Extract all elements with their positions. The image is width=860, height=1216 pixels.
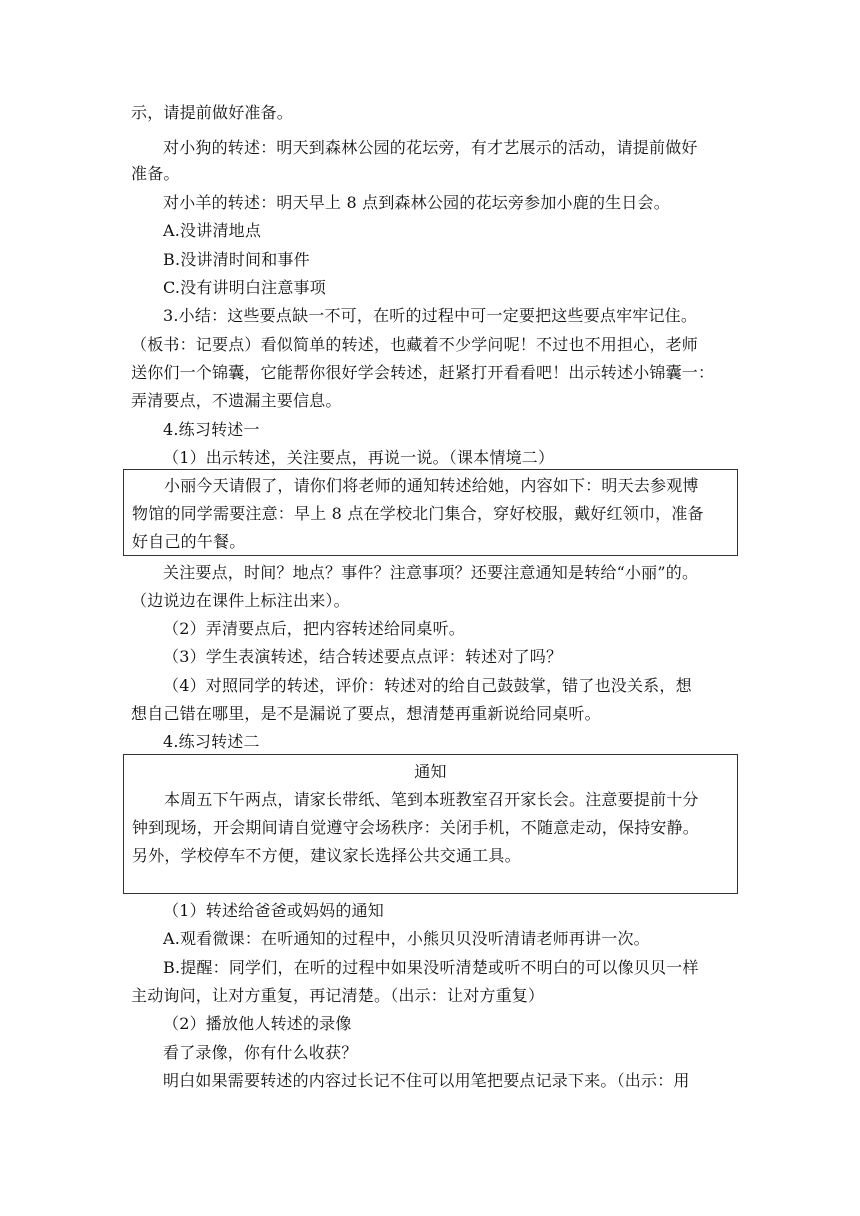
text-line: C.没有讲明白注意事项: [163, 278, 326, 297]
text-line: （3）学生表演转述，结合转述要点点评：转述对了吗？: [163, 647, 563, 666]
text-line: （2）弄清要点后，把内容转述给同桌听。: [163, 619, 465, 638]
text-line: （1）出示转述，关注要点，再说一说。（课本情境二）: [163, 448, 555, 467]
text-line: （板书：记要点）看似简单的转述，也藏着不少学问呢！不过也不用担心，老师: [131, 335, 699, 354]
text-line: 对小羊的转述：明天早上 8 点到森林公园的花坛旁参加小鹿的生日会。: [163, 193, 670, 212]
notice-line: 小丽今天请假了，请你们将老师的通知转述给她，内容如下：明天去参观博: [164, 476, 699, 495]
notice-line: 本周五下午两点，请家长带纸、笔到本班教室召开家长会。注意要提前十分: [164, 790, 699, 809]
notice-title: 通知: [414, 762, 447, 781]
text-line: 送你们一个锦囊，它能帮你很好学会转述，赶紧打开看看吧！出示转述小锦囊一：: [131, 363, 715, 382]
text-line: B.提醒：同学们，在听的过程中如果没听清楚或听不明白的可以像贝贝一样: [163, 958, 699, 977]
text-line: 准备。: [131, 164, 180, 183]
text-line: B.没讲清时间和事件: [163, 250, 310, 269]
text-line: （边说边在课件上标注出来）。: [131, 591, 350, 610]
text-line: 主动询问，让对方重复，再记清楚。（出示：让对方重复）: [131, 986, 545, 1005]
text-line: 4.练习转述一: [163, 420, 260, 439]
text-line: 想自己错在哪里，是不是漏说了要点，想清楚再重新说给同桌听。: [131, 704, 601, 723]
notice-line: 另外，学校停车不方便，建议家长选择公共交通工具。: [132, 846, 521, 865]
notice-box-1: [123, 469, 738, 556]
text-line: 对小狗的转述：明天到森林公园的花坛旁，有才艺展示的活动，请提前做好: [163, 138, 698, 157]
text-line: 弄清要点，不遗漏主要信息。: [131, 391, 342, 410]
text-line: 看了录像，你有什么收获？: [163, 1043, 358, 1062]
text-line: （4）对照同学的转述，评价：转述对的给自己鼓鼓掌，错了也没关系，想: [163, 676, 692, 695]
text-line: 示，请提前做好准备。: [131, 103, 294, 122]
text-line: （2）播放他人转述的录像: [163, 1014, 352, 1033]
notice-box-2: [123, 754, 738, 894]
notice-line: 物馆的同学需要注意：早上 8 点在学校北门集合，穿好校服，戴好红领巾，准备: [132, 504, 704, 523]
text-line: A.观看微课：在听通知的过程中，小熊贝贝没听清请老师再讲一次。: [163, 929, 650, 948]
notice-line: 好自己的午餐。: [132, 532, 246, 551]
text-line: （1）转述给爸爸或妈妈的通知: [163, 901, 384, 920]
notice-line: 钟到现场，开会期间请自觉遵守会场秩序：关闭手机，不随意走动，保持安静。: [132, 818, 700, 837]
text-line: 3.小结：这些要点缺一不可，在听的过程中可一定要把这些要点牢牢记住。: [163, 306, 698, 325]
text-line: 关注要点，时间？地点？事件？注意事项？还要注意通知是转给“小丽”的。: [163, 563, 699, 582]
text-line: A.没讲清地点: [163, 221, 262, 240]
text-line: 明白如果需要转述的内容过长记不住可以用笔把要点记录下来。（出示：用: [163, 1071, 690, 1090]
text-line: 4.练习转述二: [163, 732, 260, 751]
